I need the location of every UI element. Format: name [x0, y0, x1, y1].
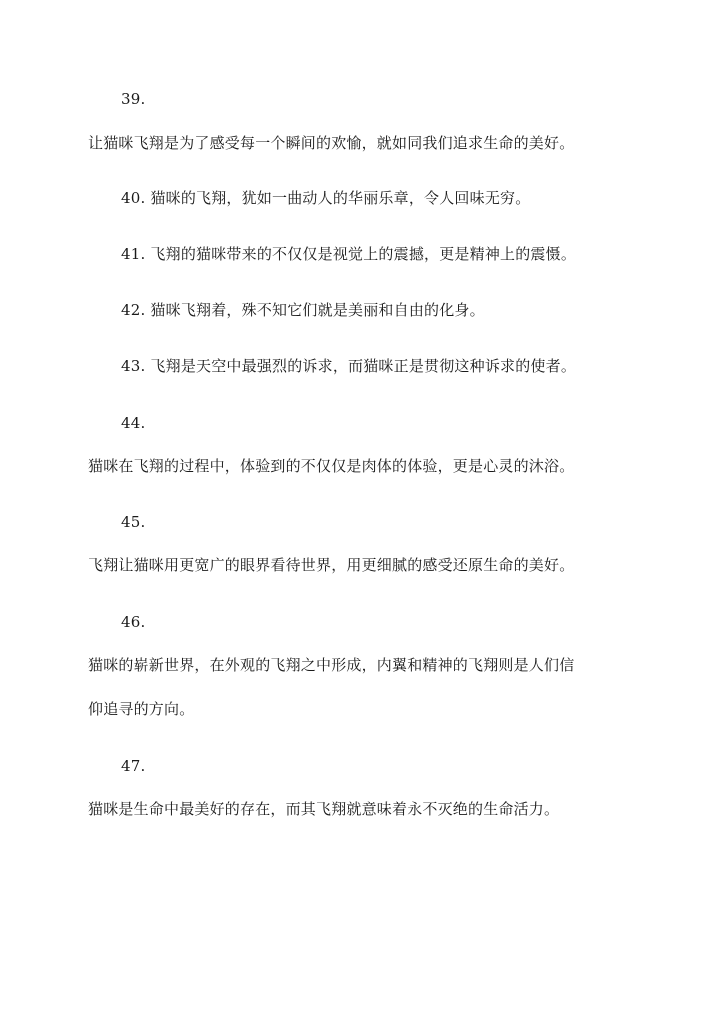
item-46-text-line2: 仰追寻的方向。 [88, 700, 195, 718]
item-45-number: 45. [121, 513, 146, 531]
item-47-text: 猫咪是生命中最美好的存在，而其飞翔就意味着永不灭绝的生命活力。 [88, 800, 560, 818]
item-47-number: 47. [121, 757, 146, 775]
item-40: 40. 猫咪的飞翔，犹如一曲动人的华丽乐章，令人回味无穷。 [121, 189, 531, 207]
item-46-text-line1: 猫咪的崭新世界，在外观的飞翔之中形成，内翼和精神的飞翔则是人们信 [88, 656, 575, 674]
item-45-text: 飞翔让猫咪用更宽广的眼界看待世界，用更细腻的感受还原生命的美好。 [88, 556, 575, 574]
item-43: 43. 飞翔是天空中最强烈的诉求，而猫咪正是贯彻这种诉求的使者。 [121, 357, 577, 375]
item-44-text: 猫咪在飞翔的过程中，体验到的不仅仅是肉体的体验，更是心灵的沐浴。 [88, 457, 575, 475]
item-39-number: 39. [121, 90, 146, 108]
item-46-number: 46. [121, 613, 146, 631]
item-44-number: 44. [121, 414, 146, 432]
item-42: 42. 猫咪飞翔着，殊不知它们就是美丽和自由的化身。 [121, 301, 485, 319]
item-41: 41. 飞翔的猫咪带来的不仅仅是视觉上的震撼，更是精神上的震慑。 [121, 245, 577, 263]
item-39-text: 让猫咪飞翔是为了感受每一个瞬间的欢愉，就如同我们追求生命的美好。 [88, 134, 575, 152]
